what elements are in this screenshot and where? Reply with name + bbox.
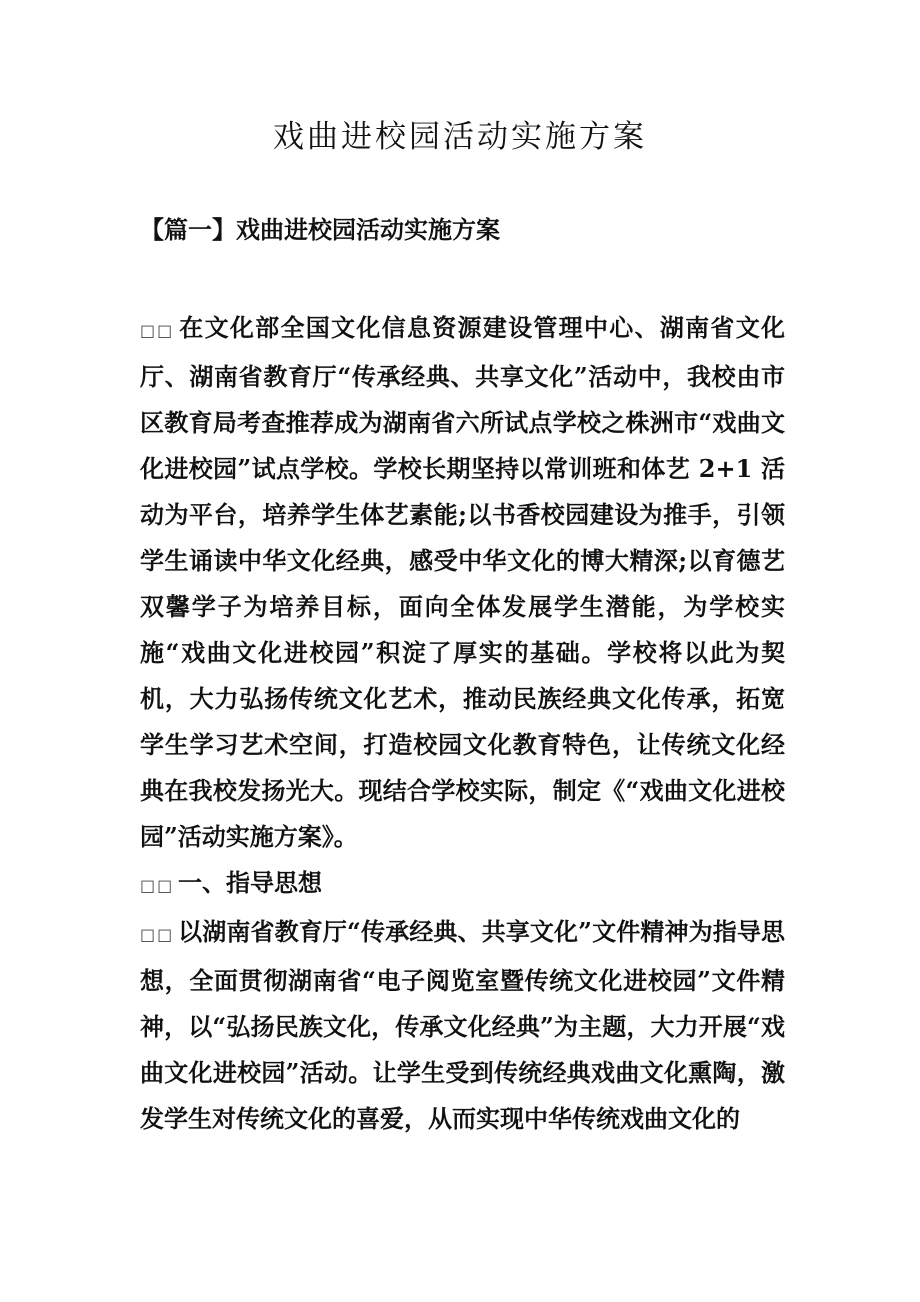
paragraph-guiding-ideology xyxy=(140,909,785,1142)
paragraph-intro xyxy=(140,305,785,860)
guiding-ideology-heading: 一、指导思想 xyxy=(178,868,322,897)
paragraph-heading-guiding-ideology xyxy=(140,860,785,909)
paragraph-intro-text: 在文化部全国文化信息资源建设管理中心、湖南省文化厅、湖南省教育厅“传承经典、共享文化”活动中，我校由市区教育局考查推荐成为湖南省六所试点学校之株洲市“戏曲文化进校园”试点学校。学校长期坚持以常训班和体艺 2+1 活动为平台，培养学生体艺素能;以书香校园建设为推手，引领学生诵读中华文化经典，感受中华文化的博大精深;以育德艺双馨学子为培养目标，面向全体发展学生潜能，为学校实施“戏曲文化进校园”积淀了厚实的基础。学校将以此为契机，大力弘扬传统文化艺术，推动民族经典文化传承，拓宽学生学习艺术空间，打造校园文化教育特色，让传统文化经典在我校发扬光大。现结合学校实际，制定《“戏曲文化进校园”活动实施方案》。 xyxy=(140,313,785,851)
document-title: 戏曲进校园活动实施方案 xyxy=(273,119,647,155)
paragraph-guiding-ideology-text: 以湖南省教育厅“传承经典、共享文化”文件精神为指导思想，全面贯彻湖南省“电子阅览室暨传统文化进校园”文件精神，以“弘扬民族文化，传承文化经典”为主题，大力开展“戏曲文化进校园”活动。让学生受到传统经典戏曲文化熏陶，激发学生对传统文化的喜爱，从而实现中华传统戏曲文化的 xyxy=(140,917,785,1133)
document-body xyxy=(140,305,785,1142)
indent-box-glyphs xyxy=(140,909,178,958)
section-heading: 【篇一】戏曲进校园活动实施方案 xyxy=(140,215,500,244)
indent-box-glyphs xyxy=(140,305,178,354)
indent-box-glyphs xyxy=(140,860,178,909)
